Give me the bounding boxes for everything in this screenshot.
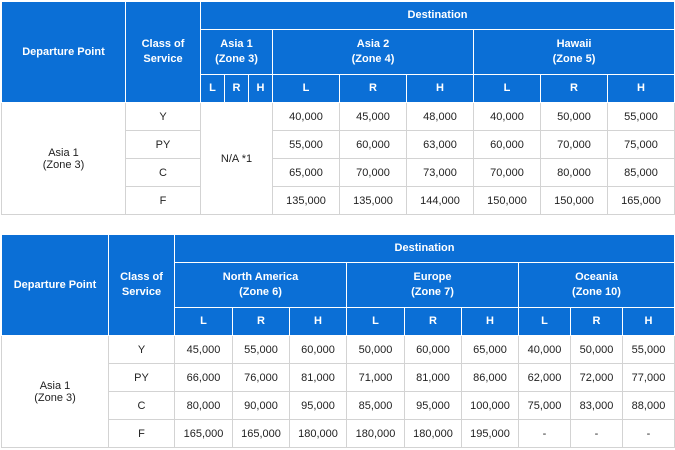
value-cell: 63,000 bbox=[407, 131, 474, 159]
season-header: H bbox=[249, 75, 273, 103]
value-cell: 40,000 bbox=[273, 103, 340, 131]
season-header: H bbox=[462, 308, 519, 336]
value-cell: 62,000 bbox=[519, 364, 571, 392]
zone-header: Oceania (Zone 10) bbox=[519, 263, 675, 308]
na-cell: N/A *1 bbox=[201, 103, 273, 215]
season-header: H bbox=[608, 75, 675, 103]
value-cell: - bbox=[519, 420, 571, 448]
value-cell: 73,000 bbox=[407, 159, 474, 187]
season-header: L bbox=[519, 308, 571, 336]
value-cell: 88,000 bbox=[623, 392, 675, 420]
value-cell: 80,000 bbox=[541, 159, 608, 187]
season-header: R bbox=[541, 75, 608, 103]
value-cell: 85,000 bbox=[608, 159, 675, 187]
season-header: L bbox=[347, 308, 405, 336]
value-cell: 95,000 bbox=[405, 392, 462, 420]
season-header: R bbox=[233, 308, 290, 336]
zone-header: North America (Zone 6) bbox=[175, 263, 347, 308]
value-cell: 165,000 bbox=[175, 420, 233, 448]
zone-header: Asia 2 (Zone 4) bbox=[273, 30, 474, 75]
value-cell: 150,000 bbox=[541, 187, 608, 215]
value-cell: 75,000 bbox=[519, 392, 571, 420]
value-cell: 60,000 bbox=[474, 131, 541, 159]
value-cell: 77,000 bbox=[623, 364, 675, 392]
value-cell: 45,000 bbox=[340, 103, 407, 131]
departure-point-header: Departure Point bbox=[2, 235, 109, 336]
class-cell: C bbox=[126, 159, 201, 187]
value-cell: 70,000 bbox=[340, 159, 407, 187]
class-cell: F bbox=[126, 187, 201, 215]
value-cell: 48,000 bbox=[407, 103, 474, 131]
class-cell: Y bbox=[109, 336, 175, 364]
class-cell: C bbox=[109, 392, 175, 420]
value-cell: 86,000 bbox=[462, 364, 519, 392]
season-header: L bbox=[201, 75, 225, 103]
zone-header: Asia 1 (Zone 3) bbox=[201, 30, 273, 75]
destination-header: Destination bbox=[175, 235, 675, 263]
class-of-service-header: Class of Service bbox=[109, 235, 175, 336]
season-header: H bbox=[407, 75, 474, 103]
departure-cell: Asia 1 (Zone 3) bbox=[2, 103, 126, 215]
value-cell: 70,000 bbox=[541, 131, 608, 159]
value-cell: 50,000 bbox=[347, 336, 405, 364]
value-cell: 45,000 bbox=[175, 336, 233, 364]
zone-header: Europe (Zone 7) bbox=[347, 263, 519, 308]
value-cell: 50,000 bbox=[571, 336, 623, 364]
destination-header: Destination bbox=[201, 2, 675, 30]
value-cell: 71,000 bbox=[347, 364, 405, 392]
season-header: L bbox=[273, 75, 340, 103]
table-row bbox=[2, 103, 675, 131]
value-cell: 95,000 bbox=[290, 392, 347, 420]
value-cell: 180,000 bbox=[405, 420, 462, 448]
value-cell: 165,000 bbox=[608, 187, 675, 215]
class-cell: PY bbox=[109, 364, 175, 392]
value-cell: 65,000 bbox=[462, 336, 519, 364]
value-cell: 180,000 bbox=[347, 420, 405, 448]
value-cell: 50,000 bbox=[541, 103, 608, 131]
season-header: R bbox=[225, 75, 249, 103]
value-cell: 85,000 bbox=[347, 392, 405, 420]
award-chart-table-2 bbox=[1, 234, 675, 448]
value-cell: 81,000 bbox=[290, 364, 347, 392]
class-cell: PY bbox=[126, 131, 201, 159]
value-cell: 55,000 bbox=[623, 336, 675, 364]
value-cell: 60,000 bbox=[405, 336, 462, 364]
season-header: L bbox=[175, 308, 233, 336]
class-cell: F bbox=[109, 420, 175, 448]
value-cell: 81,000 bbox=[405, 364, 462, 392]
season-header: H bbox=[623, 308, 675, 336]
value-cell: 40,000 bbox=[474, 103, 541, 131]
table-row bbox=[2, 336, 675, 364]
zone-header: Hawaii (Zone 5) bbox=[474, 30, 675, 75]
value-cell: 60,000 bbox=[290, 336, 347, 364]
value-cell: 195,000 bbox=[462, 420, 519, 448]
season-header: L bbox=[474, 75, 541, 103]
award-chart-table-1 bbox=[1, 1, 675, 215]
season-header: R bbox=[340, 75, 407, 103]
class-of-service-header: Class of Service bbox=[126, 2, 201, 103]
season-header: R bbox=[571, 308, 623, 336]
value-cell: - bbox=[623, 420, 675, 448]
class-cell: Y bbox=[126, 103, 201, 131]
value-cell: 40,000 bbox=[519, 336, 571, 364]
value-cell: 60,000 bbox=[340, 131, 407, 159]
value-cell: 72,000 bbox=[571, 364, 623, 392]
value-cell: 76,000 bbox=[233, 364, 290, 392]
value-cell: 150,000 bbox=[474, 187, 541, 215]
value-cell: 100,000 bbox=[462, 392, 519, 420]
value-cell: 135,000 bbox=[273, 187, 340, 215]
value-cell: 80,000 bbox=[175, 392, 233, 420]
departure-cell: Asia 1 (Zone 3) bbox=[2, 336, 109, 448]
value-cell: 65,000 bbox=[273, 159, 340, 187]
value-cell: 180,000 bbox=[290, 420, 347, 448]
value-cell: - bbox=[571, 420, 623, 448]
value-cell: 135,000 bbox=[340, 187, 407, 215]
value-cell: 144,000 bbox=[407, 187, 474, 215]
departure-point-header: Departure Point bbox=[2, 2, 126, 103]
value-cell: 75,000 bbox=[608, 131, 675, 159]
value-cell: 70,000 bbox=[474, 159, 541, 187]
value-cell: 55,000 bbox=[273, 131, 340, 159]
value-cell: 55,000 bbox=[233, 336, 290, 364]
value-cell: 165,000 bbox=[233, 420, 290, 448]
value-cell: 83,000 bbox=[571, 392, 623, 420]
value-cell: 90,000 bbox=[233, 392, 290, 420]
season-header: R bbox=[405, 308, 462, 336]
value-cell: 66,000 bbox=[175, 364, 233, 392]
season-header: H bbox=[290, 308, 347, 336]
value-cell: 55,000 bbox=[608, 103, 675, 131]
